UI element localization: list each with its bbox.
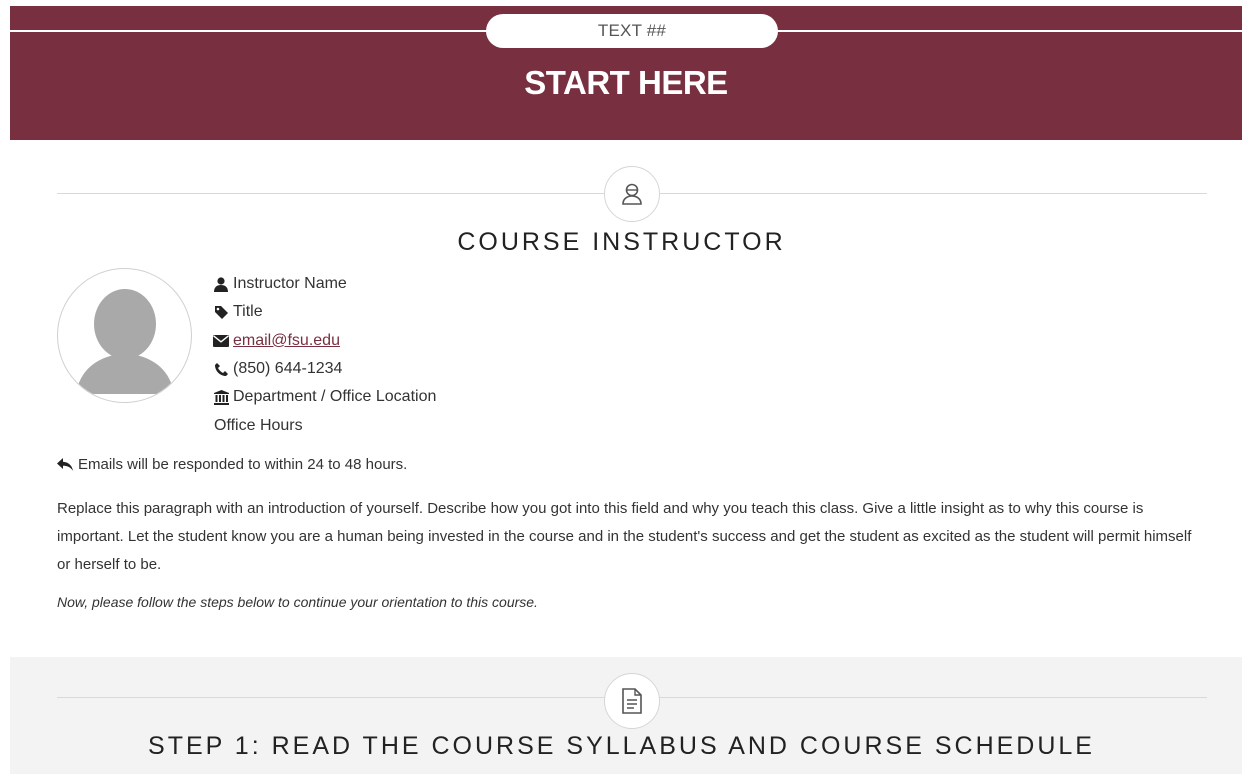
person-icon <box>212 275 230 293</box>
email-response-note <box>57 456 407 473</box>
envelope-icon <box>212 332 230 350</box>
next-steps-note: Now, please follow the steps below to continue your orientation to this course. <box>57 594 538 610</box>
banner-label-pill: TEXT ## <box>486 14 778 48</box>
email-response-text: Emails will be responded to within 24 to 48 hours. <box>78 456 408 473</box>
instructor-email-link[interactable]: email@fsu.edu <box>233 331 340 349</box>
instructor-title: Title <box>233 303 263 321</box>
tag-icon <box>212 303 230 321</box>
instructor-intro-paragraph: Replace this paragraph with an introduction of yourself. Describe how you got into this field and why you teach this class. Give a little insight as to why this course is important. Let the student know you are a human being invested in the course and in the student's success and get the student as excited as the student will permit himself or herself to be. <box>57 500 1192 573</box>
user-outline-icon <box>604 166 660 222</box>
banner-title: START HERE <box>524 64 728 101</box>
instructor-department-row <box>212 383 436 411</box>
start-here-banner <box>10 6 1242 140</box>
instructor-contact-list <box>212 270 436 440</box>
building-icon <box>212 388 230 406</box>
office-hours-row <box>212 411 436 439</box>
instructor-email-row <box>212 327 436 355</box>
office-hours-label: Office Hours <box>214 416 303 434</box>
instructor-name: Instructor Name <box>233 275 347 293</box>
document-icon <box>604 673 660 729</box>
phone-icon <box>212 360 230 378</box>
reply-arrow-icon <box>57 457 75 473</box>
course-instructor-heading: COURSE INSTRUCTOR <box>457 228 786 256</box>
instructor-department: Department / Office Location <box>233 388 437 406</box>
instructor-phone: (850) 644-1234 <box>233 360 343 378</box>
instructor-avatar <box>57 268 192 403</box>
step1-heading: STEP 1: READ THE COURSE SYLLABUS AND COURSE SCHEDULE <box>148 732 1095 760</box>
instructor-name-row <box>212 270 436 298</box>
instructor-title-row <box>212 298 436 326</box>
instructor-phone-row <box>212 355 436 383</box>
